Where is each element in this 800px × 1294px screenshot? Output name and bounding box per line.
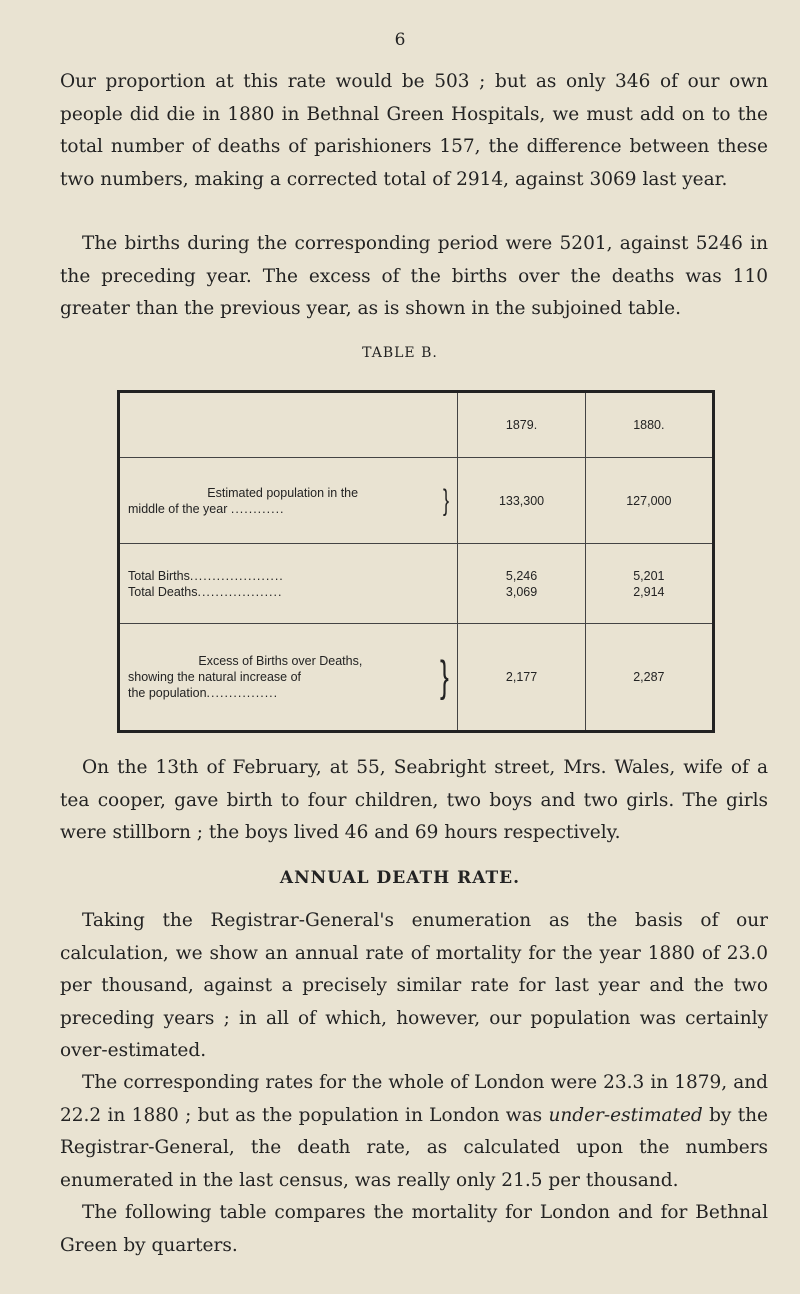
table-row-population bbox=[119, 458, 714, 544]
deaths-label: Total Deaths bbox=[128, 584, 198, 599]
page-number: 6 bbox=[394, 30, 406, 50]
paragraph-hospital-deaths: Our proportion at this rate would be 503 ; but as only 346 of our own people did die in 1880 in Bethnal Green Hospitals, we must add on to the total number of deaths of parishioners 157, the difference between these two numbers, making a corrected total of 2914, against 3069 last year. bbox=[60, 71, 768, 190]
paragraph-births: The births during the corresponding period were 5201, against 5246 in the preceding year. The excess of the births over the deaths was 110 greater than the previous year, as is shown in the subjoined table. bbox=[60, 233, 768, 319]
excess-label-line2: showing the natural increase of bbox=[128, 670, 302, 684]
under-estimated-emphasis: under-estimated bbox=[548, 1104, 703, 1126]
population-label-line2: middle of the year bbox=[128, 501, 228, 516]
births-deaths-1880 bbox=[585, 544, 713, 624]
excess-1880: 2,287 bbox=[585, 624, 713, 732]
london-rates-text-2: by the Registrar-General, the death rate, as calculated upon the numbers enumerated in the last census, was really only 21.5 per thousand. bbox=[60, 1104, 768, 1191]
deaths-1879: 3,069 bbox=[505, 584, 538, 599]
excess-leader-dots: ................ bbox=[206, 686, 279, 700]
column-header-1879: 1879. bbox=[458, 392, 585, 458]
table-title: TABLE B. bbox=[362, 345, 438, 361]
row-label-excess bbox=[119, 624, 458, 732]
population-1880: 127,000 bbox=[585, 458, 713, 544]
table-b bbox=[117, 390, 715, 733]
paragraph-quadruplets: On the 13th of February, at 55, Seabright street, Mrs. Wales, wife of a tea cooper, gave birth to four children, two boys and two girls. The girls were stillborn ; the boys lived 46 and 69 hours respectively. bbox=[60, 757, 768, 843]
deaths-1880: 2,914 bbox=[633, 584, 665, 599]
births-1880: 5,201 bbox=[633, 568, 665, 583]
brace-icon: } bbox=[439, 652, 449, 701]
column-header-1880: 1880. bbox=[585, 392, 713, 458]
table-row-births-deaths bbox=[119, 544, 714, 624]
births-1879: 5,246 bbox=[505, 568, 538, 583]
paragraph-quarters: The following table compares the mortality for London and for Bethnal Green by quarters. bbox=[60, 1202, 768, 1256]
deaths-leader-dots: ................... bbox=[197, 584, 283, 599]
population-label-line1: Estimated population in the bbox=[207, 485, 359, 500]
births-label: Total Births bbox=[128, 568, 190, 583]
population-1879: 133,300 bbox=[458, 458, 585, 544]
table-header-blank bbox=[119, 392, 458, 458]
row-label-population bbox=[119, 458, 458, 544]
excess-1879: 2,177 bbox=[458, 624, 585, 732]
births-leader-dots: ..................... bbox=[189, 568, 284, 583]
row-label-births-deaths bbox=[119, 544, 458, 624]
births-deaths-1879 bbox=[458, 544, 585, 624]
table-row-excess bbox=[119, 624, 714, 732]
excess-label-line1: Excess of Births over Deaths, bbox=[198, 654, 363, 668]
section-heading: ANNUAL DEATH RATE. bbox=[279, 868, 521, 888]
table-header-row bbox=[119, 392, 714, 458]
population-leader-dots: ............ bbox=[230, 501, 285, 516]
paragraph-mortality-rate: Taking the Registrar-General's enumeration as the basis of our calculation, we show an annual rate of mortality for the year 1880 of 23.0 per thousand, against a precisely similar rate for last year and the two preceding years ; in all of which, however, our population was certainly over-estimated. bbox=[60, 910, 768, 1061]
excess-label-line3: the population bbox=[128, 686, 207, 700]
paragraph-london-rates bbox=[60, 1067, 768, 1197]
brace-icon: } bbox=[443, 483, 450, 517]
london-rates-text-1: The corresponding rates for the whole of London were 23.3 in 1879, and 22.2 in 1880 ; but as the population in London was bbox=[60, 1072, 768, 1126]
